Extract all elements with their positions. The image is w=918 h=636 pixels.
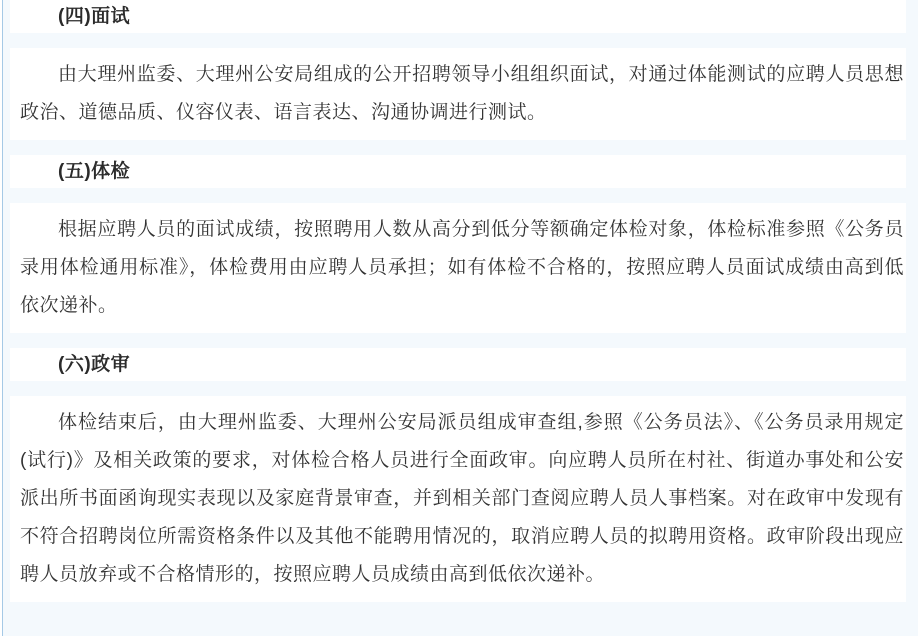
section-heading-interview: (四)面试	[10, 0, 906, 33]
section-paragraph-interview: 由大理州监委、大理州公安局组成的公开招聘领导小组组织面试，对通过体能测试的应聘人员思想政治、道德品质、仪容仪表、语言表达、沟通协调进行测试。	[10, 48, 906, 140]
left-border-line	[2, 0, 3, 636]
section-paragraph-physical-exam: 根据应聘人员的面试成绩，按照聘用人数从高分到低分等额确定体检对象，体检标准参照《公务员录用体检通用标准》，体检费用由应聘人员承担；如有体检不合格的，按照应聘人员面试成绩由高到低依次递补。	[10, 203, 906, 333]
article-content	[10, 0, 906, 617]
section-paragraph-political-review: 体检结束后，由大理州监委、大理州公安局派员组成审查组,参照《公务员法》、《公务员录用规定(试行)》及相关政策的要求，对体检合格人员进行全面政审。向应聘人员所在村社、街道办事处和公安派出所书面函询现实表现以及家庭背景审查，并到相关部门查阅应聘人员人事档案。对在政审中发现有不符合招聘岗位所需资格条件以及其他不能聘用情况的，取消应聘人员的拟聘用资格。政审阶段出现应聘人员放弃或不合格情形的，按照应聘人员成绩由高到低依次递补。	[10, 396, 906, 602]
section-heading-political-review: (六)政审	[10, 348, 906, 381]
section-heading-physical-exam: (五)体检	[10, 155, 906, 188]
